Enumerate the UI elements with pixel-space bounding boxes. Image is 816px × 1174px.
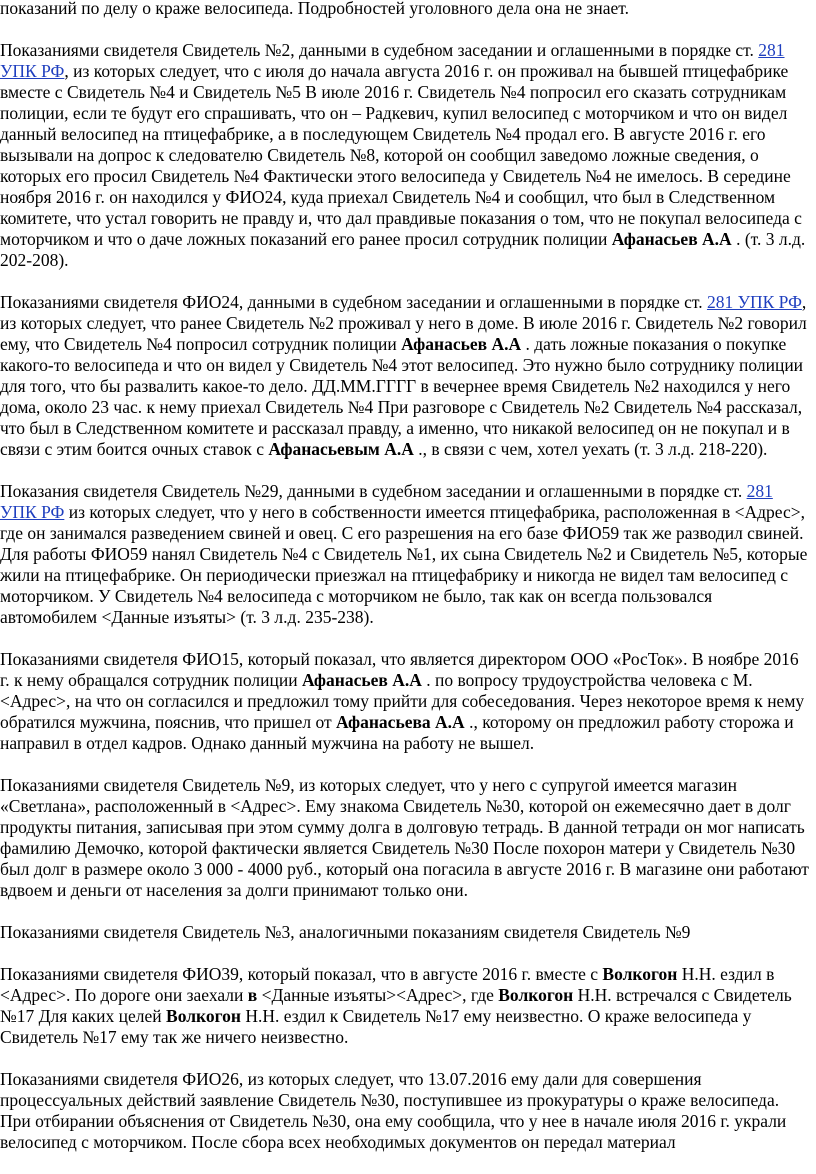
text-segment: , из которых следует, что ранее Свидетель №2 проживал у него в доме. В июле 2016 г. Свидетель №2 говорил ему, что Свидетель №4 попросил сотрудник полиции bbox=[0, 292, 807, 354]
text-segment: Н.Н. ездил к Свидетель №17 ему неизвестно. О краже велосипеда у Свидетель №17 ему так же ничего неизвестно. bbox=[0, 1006, 752, 1047]
text-segment: Н.Н. встречался с Свидетель №17 Для каких целей bbox=[0, 985, 792, 1026]
text-segment: . по вопросу трудоустройства человека с М.<Адрес>, на что он согласился и предложил тому прийти для собеседования. Через некоторое время к нему обратился мужчина, пояснив, что пришел от bbox=[0, 670, 805, 732]
bold-name: Афанасьев А.А bbox=[401, 334, 522, 354]
text-segment: . (т. 3 л.д. 202-208). bbox=[0, 229, 806, 270]
bold-name: в bbox=[247, 985, 258, 1005]
paragraph bbox=[0, 922, 812, 943]
bold-name: Афанасьев А.А bbox=[611, 229, 732, 249]
text-segment: <Данные изъяты><Адрес>, где bbox=[257, 985, 499, 1005]
paragraph bbox=[0, 649, 812, 754]
text-segment: ., в связи с чем, хотел уехать (т. 3 л.д. 218-220). bbox=[413, 439, 768, 459]
text-segment: показаний по делу о краже велосипеда. Подробностей уголовного дела она не знает. bbox=[0, 0, 629, 18]
text-segment: , из которых следует, что с июля до начала августа 2016 г. он проживал на бывшей птицефабрике вместе с Свидетель №4 и Свидетель №5 В июле 2016 г. Свидетель №4 попросил его сказать сотрудникам полиции, если те будут его спрашивать, что он – Радкевич, купил велосипед с моторчиком и что он видел данный велосипед на птицефабрике, а в последующем Свидетель №4 продал его. В августе 2016 г. его вызывали на допрос к следователю Свидетель №8, которой он сообщил заведомо ложные сведения, о которых его просил Свидетель №4 Фактически этого велосипеда у Свидетель №4 не имелось. В середине ноября 2016 г. он находился у ФИО24, куда приехал Свидетель №4 и сообщил, что был в Следственном комитете, что устал говорить не правду и, что дал правдивые показания о том, что не покупал велосипеда с моторчиком и что о даче ложных показаний его ранее просил сотрудник полиции bbox=[0, 61, 802, 249]
text-segment: Н.Н. ездил в <Адрес>. По дороге они заехали bbox=[0, 964, 775, 1005]
text-segment: . дать ложные показания о покупке какого-то велосипеда и что он видел у Свидетель №4 этот велосипед. Это нужно было сотруднику полиции для того, что бы развалить какое-то дело. ДД.ММ.ГГГГ в вечернее время Свидетель №2 находился у него дома, около 23 час. к нему приехал Свидетель №4 При разговоре с Свидетель №2 Свидетель №4 рассказал, что был в Следственном комитете и рассказал правду, а именно, что никакой велосипед он не покупал и в связи с этим боится очных ставок с bbox=[0, 334, 804, 459]
paragraph bbox=[0, 775, 812, 901]
law-reference-link[interactable]: 281 УПК РФ bbox=[0, 481, 773, 522]
bold-name: Афанасьева А.А bbox=[336, 712, 465, 732]
text-segment: Показаниями свидетеля ФИО26, из которых следует, что 13.07.2016 ему дали для совершения процессуальных действий заявление Свидетель №30, поступившее из прокуратуры о краже велосипеда. При отбирании объяснения от Свидетель №30, она ему сообщила, что у нее в начале июля 2016 г. украли велосипед с моторчиком. После сбора всех необходимых документов он передал материал bbox=[0, 1069, 787, 1152]
bold-name: Афанасьев А.А bbox=[301, 670, 422, 690]
bold-name: Волкогон bbox=[602, 964, 678, 984]
paragraph bbox=[0, 1069, 812, 1153]
bold-name: Афанасьевым А.А bbox=[268, 439, 414, 459]
text-segment: Показаниями свидетеля ФИО39, который показал, что в августе 2016 г. вместе с bbox=[0, 964, 603, 984]
paragraph bbox=[0, 0, 812, 19]
text-segment: Показания свидетеля Свидетель №29, данными в судебном заседании и оглашенными в порядке ст. bbox=[0, 481, 747, 501]
text-segment: ., которому он предложил работу сторожа и направил в отдел кадров. Однако данный мужчина на работу не вышел. bbox=[0, 712, 794, 753]
paragraph bbox=[0, 964, 812, 1048]
law-reference-link[interactable]: 281 УПК РФ bbox=[0, 40, 785, 81]
paragraph bbox=[0, 292, 812, 460]
bold-name: Волкогон bbox=[166, 1006, 242, 1026]
text-segment: Показаниями свидетеля ФИО24, данными в судебном заседании и оглашенными в порядке ст. bbox=[0, 292, 707, 312]
paragraph bbox=[0, 40, 812, 271]
paragraph bbox=[0, 481, 812, 628]
bold-name: Волкогон bbox=[498, 985, 574, 1005]
text-segment: Показаниями свидетеля ФИО15, который показал, что является директором ООО «РосТок». В ноябре 2016 г. к нему обращался сотрудник полиции bbox=[0, 649, 799, 690]
text-segment: из которых следует, что у него в собственности имеется птицефабрика, расположенная в <Адрес>, где он занимался разведением свиней и овец. С его разрешения на его базе ФИО59 так же разводил свиней. Для работы ФИО59 нанял Свидетель №4 с Свидетель №1, их сына Свидетель №2 и Свидетель №5, которые жили на птицефабрике. Он периодически приезжал на птицефабрику и никогда не видел там велосипед с моторчиком. У Свидетель №4 велосипеда с моторчиком не было, так как он всегда пользовался автомобилем <Данные изъяты> (т. 3 л.д. 235-238). bbox=[0, 502, 808, 627]
text-segment: Показаниями свидетеля Свидетель №2, данными в судебном заседании и оглашенными в порядке ст. bbox=[0, 40, 759, 60]
law-reference-link[interactable]: 281 УПК РФ bbox=[706, 292, 802, 312]
text-segment: Показаниями свидетеля Свидетель №3, аналогичными показаниям свидетеля Свидетель №9 bbox=[0, 922, 691, 942]
text-segment: Показаниями свидетеля Свидетель №9, из которых следует, что у него с супругой имеется магазин «Светлана», расположенный в <Адрес>. Ему знакома Свидетель №30, которой он ежемесячно дает в долг продукты питания, записывая при этом сумму долга в долговую тетрадь. В данной тетради он мог написать фамилию Демочко, которой фактически является Свидетель №30 После похорон матери у Свидетель №30 был долг в размере около 3 000 - 4000 руб., который она погасила в августе 2016 г. В магазине они работают вдвоем и деньги от населения за долги принимают только они. bbox=[0, 775, 809, 900]
